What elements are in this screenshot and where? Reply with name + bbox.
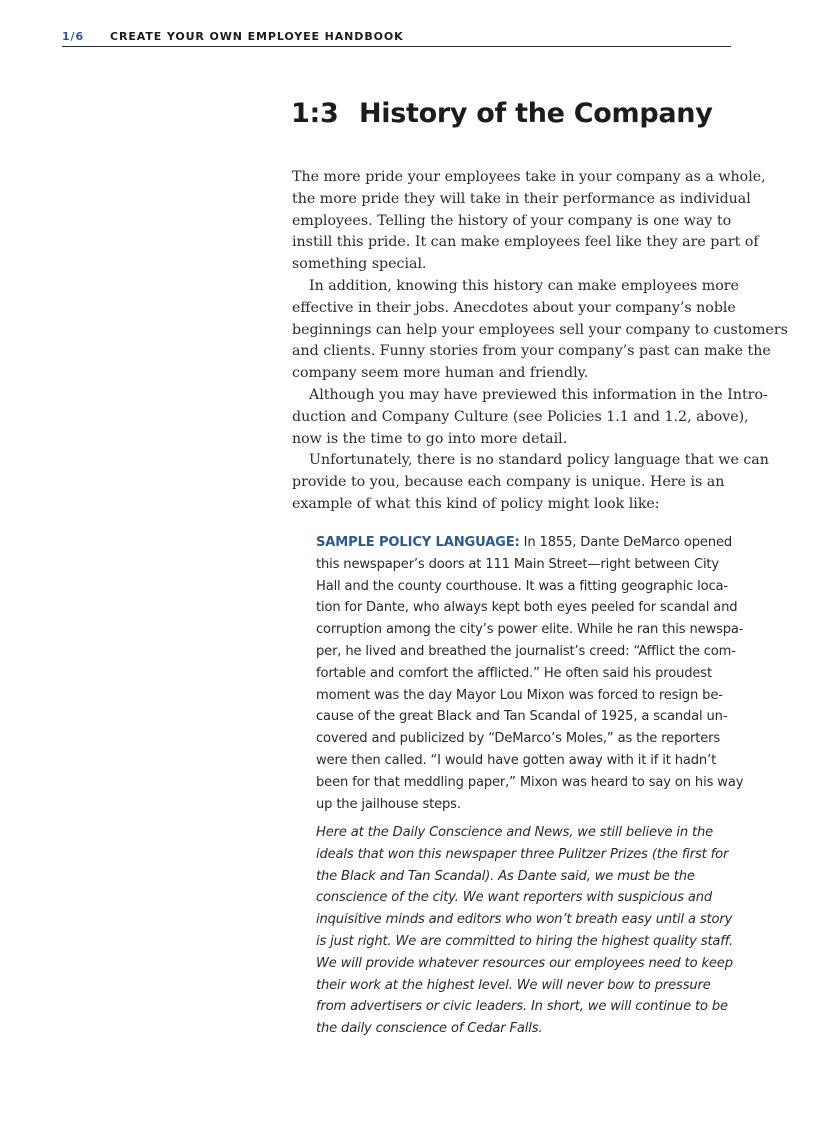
text-line: In addition, knowing this history can make employees more bbox=[309, 277, 739, 294]
text-line: is just right. We are committed to hiring the highest quality staff. bbox=[316, 933, 734, 949]
text-line: were then called. “I would have gotten away with it if it hadn’t bbox=[316, 752, 717, 768]
text-line: the Black and Tan Scandal). As Dante said, we must be the bbox=[316, 868, 695, 884]
text-line: tion for Dante, who always kept both eyes peeled for scandal and bbox=[316, 600, 738, 616]
text-line: We will provide whatever resources our employees need to keep bbox=[316, 955, 733, 971]
text-line: company seem more human and friendly. bbox=[292, 365, 589, 382]
sample-policy-closing bbox=[316, 822, 736, 1040]
section-title: History of the Company bbox=[359, 98, 713, 129]
text-line: Here at the Daily Conscience and News, we still believe in the bbox=[316, 825, 714, 840]
running-title: CREATE YOUR OWN EMPLOYEE HANDBOOK bbox=[110, 30, 404, 43]
text-line: duction and Company Culture (see Policies 1.1 and 1.2, above), bbox=[292, 408, 749, 425]
text-line: covered and publicized by “DeMarco’s Moles,” as the reporters bbox=[316, 731, 721, 747]
paragraph-3 bbox=[292, 385, 768, 450]
text-line: inquisitive minds and editors who won’t breath easy until a story bbox=[316, 912, 733, 928]
body-text bbox=[292, 167, 788, 516]
text-line: conscience of the city. We want reporters with suspicious and bbox=[316, 890, 713, 906]
text-line: beginnings can help your employees sell your company to customers bbox=[292, 321, 788, 338]
text-line: employees. Telling the history of your company is one way to bbox=[292, 212, 732, 229]
text-line: ideals that won this newspaper three Pulitzer Prizes (the first for bbox=[316, 846, 729, 862]
text-line: their work at the highest level. We will never bow to pressure bbox=[316, 977, 711, 993]
text-line: something special. bbox=[292, 256, 427, 273]
text-line: the daily conscience of Cedar Falls. bbox=[316, 1021, 543, 1037]
text-line: now is the time to go into more detail. bbox=[292, 430, 568, 447]
text-line: cause of the great Black and Tan Scandal of 1925, a scandal un- bbox=[316, 709, 728, 725]
text-line: Hall and the county courthouse. It was a fitting geographic loca- bbox=[316, 578, 728, 594]
text-line: from advertisers or civic leaders. In short, we will continue to be bbox=[316, 999, 728, 1015]
text-line: example of what this kind of policy might look like: bbox=[292, 495, 660, 512]
text-line: instill this pride. It can make employees feel like they are part of bbox=[292, 234, 759, 251]
text-line: this newspaper’s doors at 111 Main Street—right between City bbox=[316, 556, 720, 572]
text-line: provide to you, because each company is unique. Here is an bbox=[292, 474, 725, 491]
sample-policy-first-line: In 1855, Dante DeMarco opened bbox=[523, 535, 733, 550]
text-line: fortable and comfort the afflicted.” He often said his proudest bbox=[316, 665, 712, 681]
section-number: 1:3 bbox=[291, 98, 339, 129]
text-line: corruption among the city’s power elite. While he ran this newspa- bbox=[316, 622, 744, 638]
text-line: and clients. Funny stories from your company’s past can make the bbox=[292, 343, 771, 360]
text-line: moment was the day Mayor Lou Mixon was forced to resign be- bbox=[316, 687, 723, 703]
sample-policy-label: SAMPLE POLICY LANGUAGE: bbox=[316, 535, 520, 550]
sample-policy-block bbox=[316, 532, 744, 815]
paragraph-1 bbox=[292, 167, 766, 276]
text-line: per, he lived and breathed the journalist’s creed: “Afflict the com- bbox=[316, 643, 736, 659]
section-heading bbox=[291, 98, 713, 129]
text-line: effective in their jobs. Anecdotes about your company’s noble bbox=[292, 299, 736, 316]
text-line: up the jailhouse steps. bbox=[316, 796, 461, 812]
text-line: The more pride your employees take in your company as a whole, bbox=[292, 169, 766, 185]
text-line: Unfortunately, there is no standard policy language that we can bbox=[309, 452, 769, 469]
paragraph-2 bbox=[292, 276, 788, 385]
running-header bbox=[62, 30, 731, 47]
paragraph-4 bbox=[292, 450, 769, 515]
page-number: 1/6 bbox=[62, 30, 85, 43]
text-line: Although you may have previewed this information in the Intro- bbox=[309, 386, 768, 403]
text-line: been for that meddling paper,” Mixon was heard to say on his way bbox=[316, 774, 744, 790]
text-line bbox=[316, 532, 736, 554]
text-line: the more pride they will take in their performance as individual bbox=[292, 190, 751, 207]
